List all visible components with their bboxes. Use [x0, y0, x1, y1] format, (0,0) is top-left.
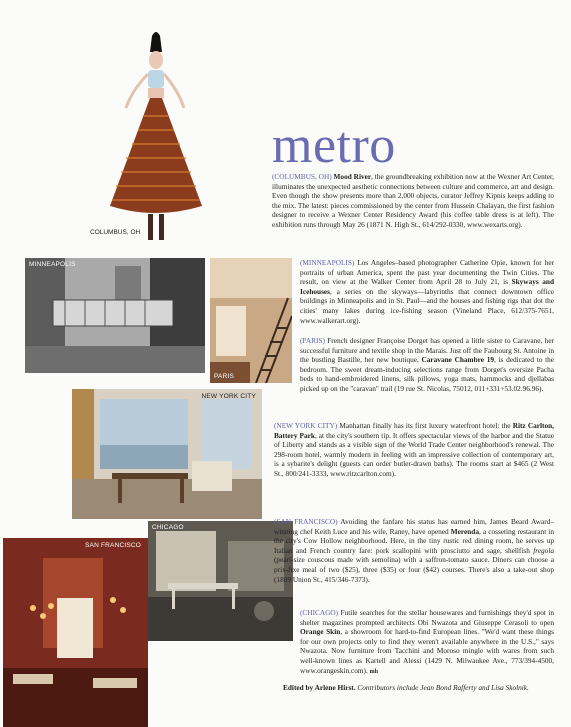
entry-text: , a cosseting restaurant in the city's Cow Hollow neighborhood. Here, in the tiny rustic red dining room, he serves up Italian and French country fare: pork scallopini with prosciutto and sage, shellfish [274, 526, 554, 555]
paris-photo [210, 258, 292, 383]
entry-text: , at the city's southern tip. It offers spectacular views of the harbor and the Statue of Liberty and stands as a visible sign of the World Trade Center neighborhood's renewal. The 298-room hotel, warmly modern in feeling with an impressive collection of contemporary art, is a sybarite's delight (guests can order butler-drawn baths). The rooms start at $465 (2 West St., 800/241-3333, www.ritzcarlton.com). [274, 430, 554, 478]
entry-paris [300, 336, 554, 394]
chicago-photo [148, 521, 293, 641]
entry-text: French designer Françoise Dorget has opened a little sister to Caravane, her successful furniture and textile shop in the Marais. Just off the Faubourg St. Antoine in the bustling Bastille, her new boutique, [300, 336, 554, 365]
caption-columbus: COLUMBUS, OH [90, 229, 141, 236]
dish-name: fregola [533, 545, 554, 555]
venue-name: Mood River [333, 172, 372, 181]
entry-text: , is dedicated to the bedroom. The sweet dream-inducing selections range from Dorget's oversize Pacha beds to hand-embroidered linens, silk pillows, yoga mats, hammocks and djellabas picked up on the "caravan" trail (19 rue St. Nicolas, 75012, 011+331+53.02.96.96). [300, 355, 554, 393]
city-label: (PARIS) [300, 336, 325, 345]
entry-text: Manhattan finally has its first luxury waterfront hotel: the [337, 421, 513, 430]
entry-text: Futile searches for the stellar housewares and furnishings they'd spot in shelter magazines prompted architects Obi Nwazota and Giuseppe Cerasoli to open [300, 608, 554, 627]
city-label: (MINNEAPOLIS) [300, 258, 355, 267]
contributors-line: Contributors include Jean Bond Rafferty and Lisa Skolnik. [355, 683, 529, 692]
san-francisco-photo [3, 538, 148, 727]
caption-new-york: NEW YORK CITY [201, 393, 256, 400]
venue-name: Orange Skin [300, 627, 341, 637]
city-label: (COLUMBUS, OH) [272, 172, 332, 181]
entry-new-york [274, 421, 554, 479]
page-title: metro [272, 117, 396, 174]
entry-text: (pearl-size couscous made with semolina) with a saffron-tomato sauce. Diners can choose a prix-fixe meal of two ($25), three ($35) or four ($42) courses. There's also a take-out shop (1809 Union St., 415/346-7373). [274, 555, 554, 584]
entry-text: Los Angeles–based photographer Catherine Opie, known for her portraits of urban America, spent the past year documenting the Twin Cities. The result, on view at the Walker Center from April 28 to July 21, is [300, 258, 554, 287]
city-label: (NEW YORK CITY) [274, 421, 338, 430]
minneapolis-photo [25, 258, 205, 373]
editor-line: Edited by Arlene Hirst. [283, 683, 356, 692]
entry-text: , a showroom for hard-to-find European lines. "We'd want these things for our own projects only to find they weren't available anywhere in the U.S.," says Nwazota. Now furniture from Tacchini and Moroso mingle with wares from such well-known lines as Kartell and Alessi (1429 N. Milwaukee Ave., 773/394-4500, www.orangeskin.com). [300, 627, 554, 675]
caption-minneapolis: MINNEAPOLIS [29, 261, 76, 268]
entry-chicago [300, 608, 554, 677]
venue-name: Ritz Carlton, Battery Park [274, 421, 555, 440]
entry-text: Avoiding the fanfare his status has earned him, James Beard Award–winning chef Keith Luce and his wife, Raney, have opened [274, 517, 554, 536]
new-york-photo [72, 389, 262, 519]
caption-chicago: CHICAGO [152, 524, 184, 531]
city-label: (CHICAGO) [300, 608, 339, 617]
entry-text: , the groundbreaking exhibition now at the Wexner Art Center, illuminates the unexpected aesthetic connections between culture and commerce, art and design. Even though the show presents more than 2,000 objects, curator Jeffrey Kipnis keeps adding to the mix. The latest: pieces commissioned by the center from Hussein Chalayan, the first fashion designer to receive a Wexner Center Residency Award (his coffee table dress is at left). The exhibition runs through May 26 (1871 N. High St., 614/292-0330, www.wexarts.org). [272, 172, 554, 229]
entry-columbus [272, 172, 554, 230]
entry-san-francisco [274, 517, 554, 584]
author-initials: mh [369, 668, 378, 675]
caption-paris: PARIS [214, 373, 235, 380]
columbus-dress-photo [90, 30, 230, 250]
venue-name: Caravane Chambre 19 [421, 355, 495, 365]
city-label: (SAN FRANCISCO) [274, 517, 338, 526]
caption-san-francisco: SAN FRANCISCO [85, 542, 142, 549]
venue-name: Skyways and Icehouses [300, 277, 555, 296]
entry-minneapolis [300, 258, 554, 325]
entry-text: , a series on the skyways—labyrinths that connect downtown office buildings in Minneapolis and in St. Paul—and the houses and fishing rigs that dot the cities' many lakes during ice-fishing season (Vineland Place, 612/375-7651, www.walkerart.org). [300, 286, 554, 325]
venue-name: Merenda [450, 526, 479, 536]
editor-credit [283, 683, 553, 693]
